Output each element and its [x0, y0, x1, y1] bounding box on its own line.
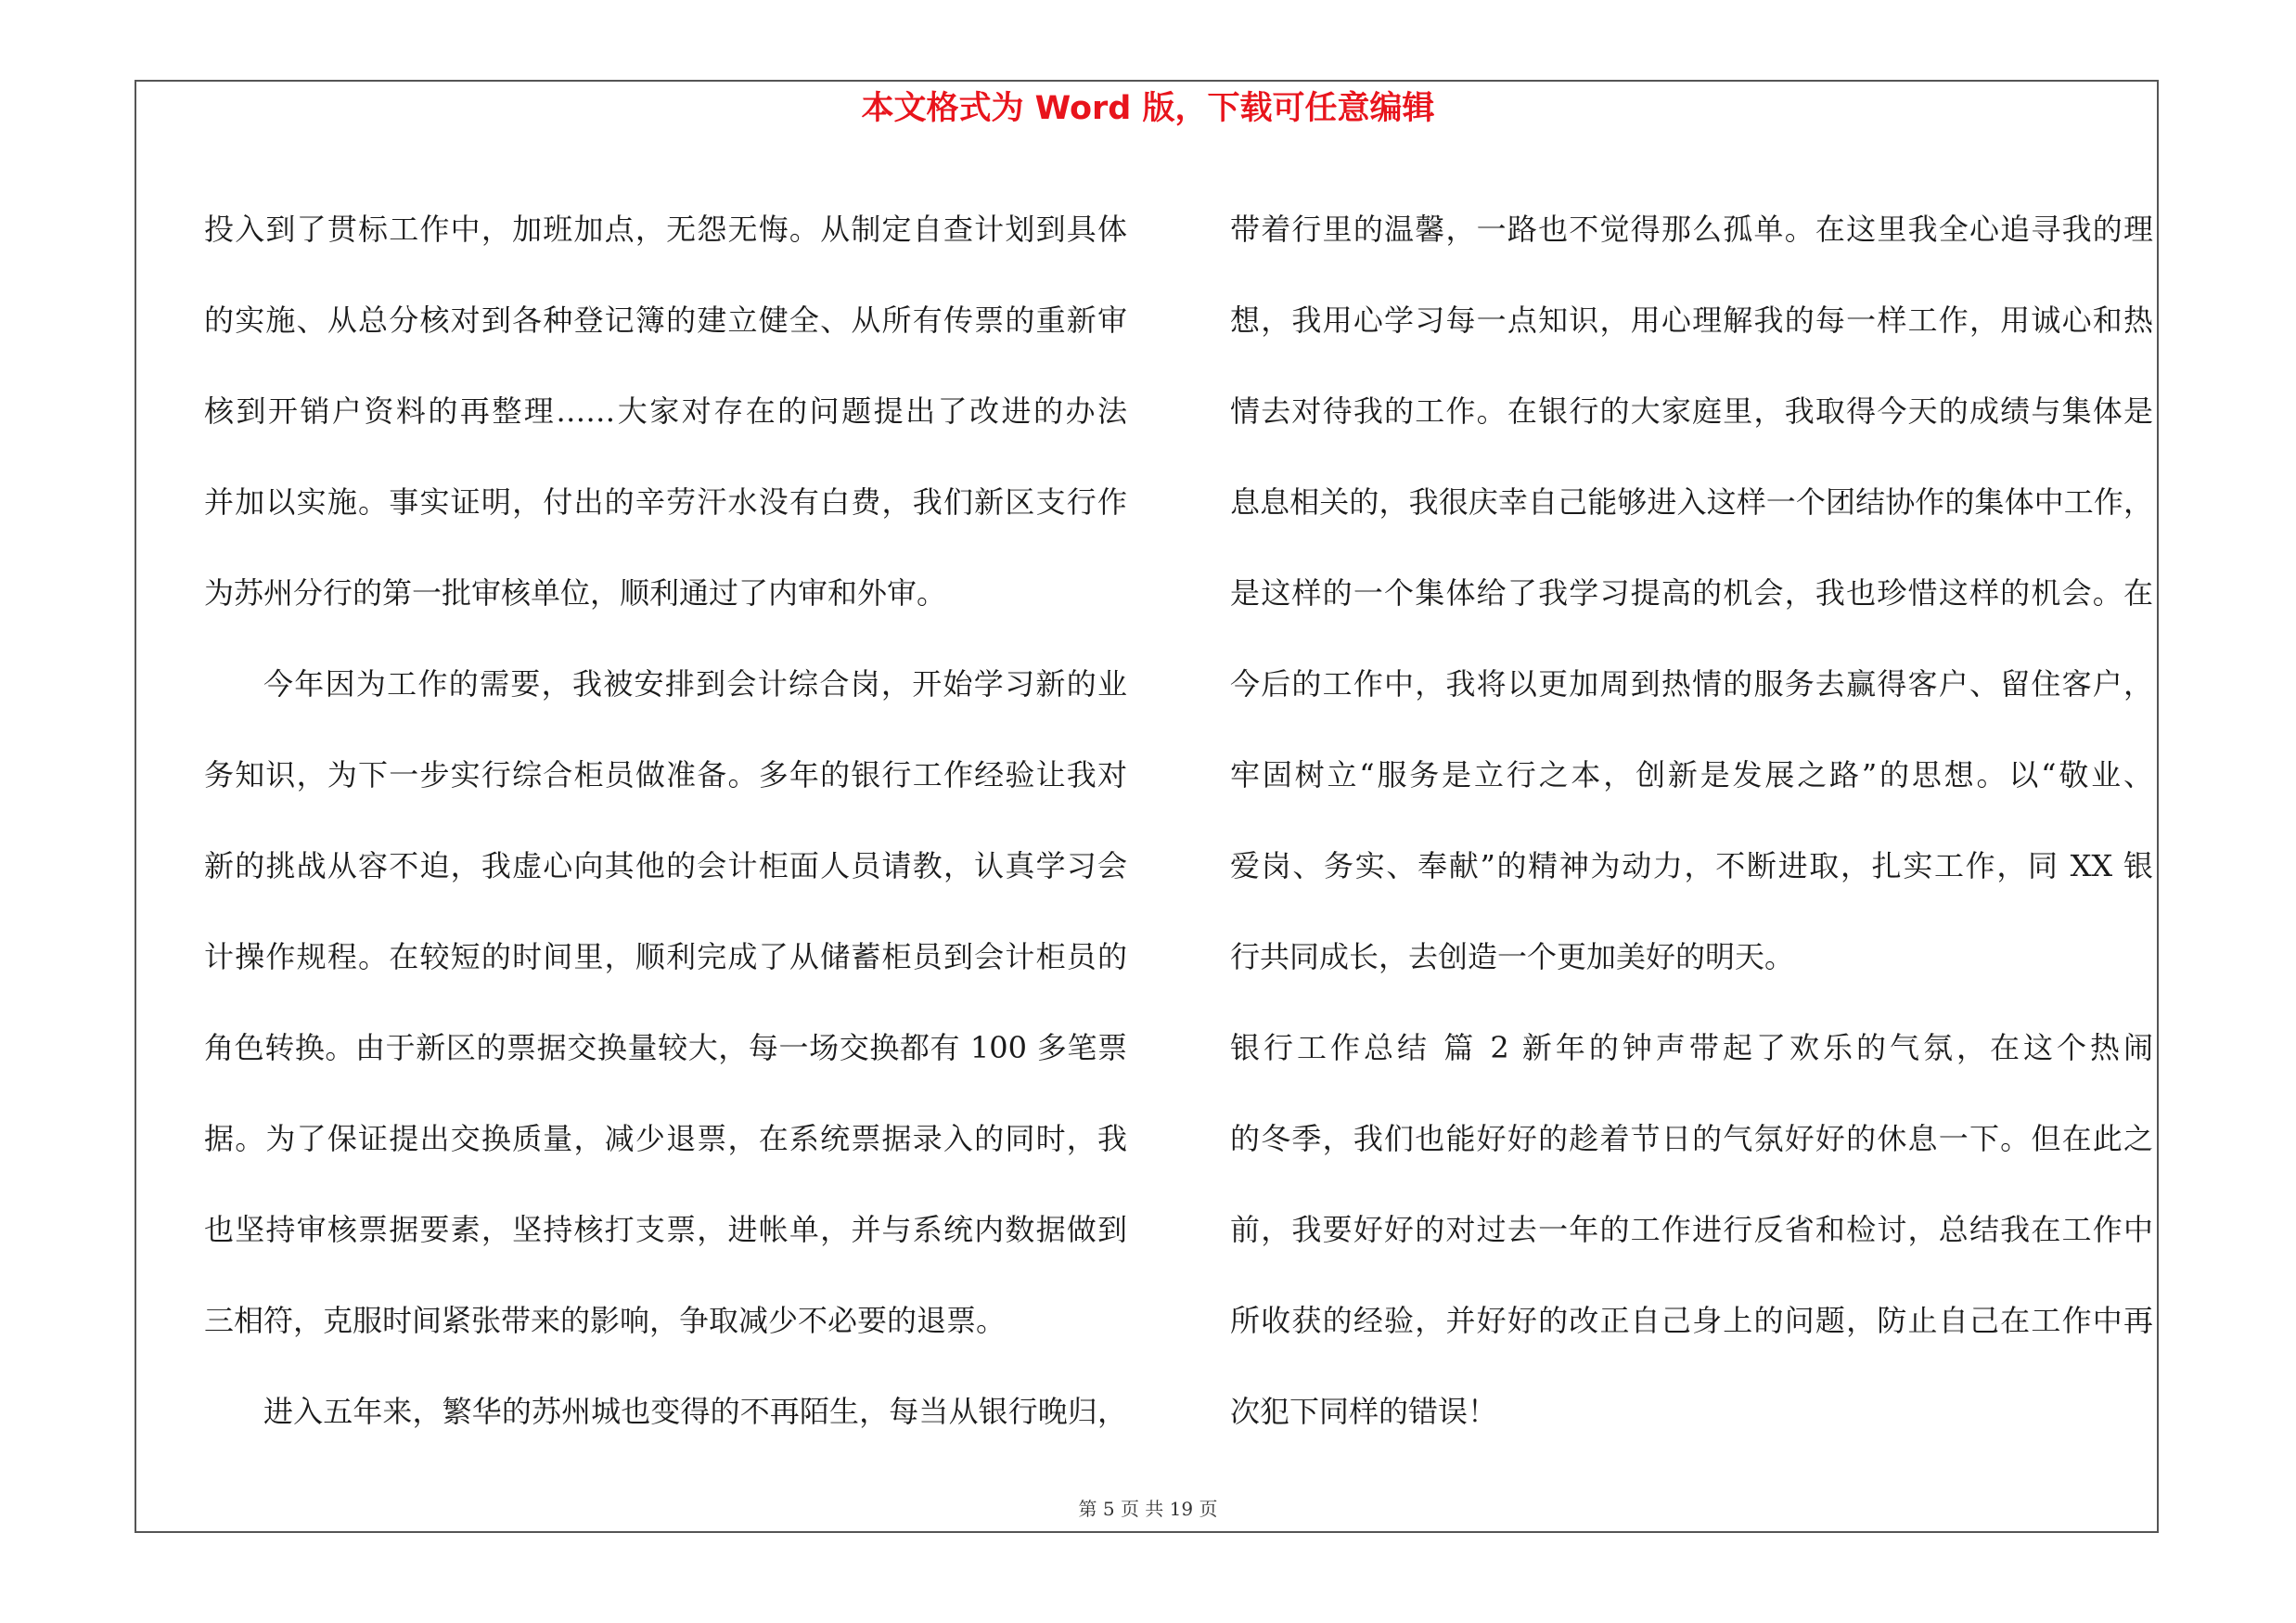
text-line: 投入到了贯标工作中，加班加点，无怨无悔。从制定自查计划到具体: [204, 212, 1127, 247]
text-line: 今后的工作中，我将以更加周到热情的服务去赢得客户、留住客户，: [1230, 666, 2153, 702]
text-line: 务知识，为下一步实行综合柜员做准备。多年的银行工作经验让我对: [204, 757, 1127, 792]
text-line: 想，我用心学习每一点知识，用心理解我的每一样工作，用诚心和热: [1230, 303, 2153, 338]
text-line: 核到开销户资料的再整理……大家对存在的问题提出了改进的办法: [204, 393, 1127, 429]
text-line: 行共同成长，去创造一个更加美好的明天。: [1230, 939, 1795, 974]
text-line: 牢固树立“服务是立行之本，创新是发展之路”的思想。以“敬业、: [1230, 757, 2153, 792]
text-line: 也坚持审核票据要素，坚持核打支票，进帐单，并与系统内数据做到: [204, 1212, 1127, 1247]
right-column: [1230, 184, 2153, 1457]
text-line: 的冬季，我们也能好好的趁着节日的气氛好好的休息一下。但在此之: [1230, 1121, 2153, 1156]
text-line: 据。为了保证提出交换质量，减少退票，在系统票据录入的同时，我: [204, 1121, 1127, 1156]
text-line: 三相符，克服时间紧张带来的影响，争取减少不必要的退票。: [204, 1303, 1007, 1338]
document-header: 本文格式为 Word 版，下载可任意编辑: [861, 90, 1435, 127]
text-line: 带着行里的温馨，一路也不觉得那么孤单。在这里我全心追寻我的理: [1230, 212, 2153, 247]
text-line: 所收获的经验，并好好的改正自己身上的问题，防止自己在工作中再: [1230, 1303, 2153, 1338]
text-line: 是这样的一个集体给了我学习提高的机会，我也珍惜这样的机会。在: [1230, 575, 2153, 611]
text-line: 爱岗、务实、奉献”的精神为动力，不断进取，扎实工作，同 XX 银: [1230, 848, 2153, 883]
text-line: 前，我要好好的对过去一年的工作进行反省和检讨，总结我在工作中: [1230, 1212, 2153, 1247]
page-number: 第 5 页 共 19 页: [1078, 1498, 1218, 1520]
text-line: 新的挑战从容不迫，我虚心向其他的会计柜面人员请教，认真学习会: [204, 848, 1127, 883]
left-column: [204, 184, 1127, 1457]
text-line: 银行工作总结 篇 2 新年的钟声带起了欢乐的气氛，在这个热闹: [1230, 1030, 2153, 1065]
text-line: 进入五年来，繁华的苏州城也变得的不再陌生，每当从银行晚归，: [263, 1394, 1127, 1429]
text-line: 情去对待我的工作。在银行的大家庭里，我取得今天的成绩与集体是: [1230, 393, 2153, 429]
text-line: 计操作规程。在较短的时间里，顺利完成了从储蓄柜员到会计柜员的: [204, 939, 1127, 974]
text-line: 角色转换。由于新区的票据交换量较大，每一场交换都有 100 多笔票: [204, 1030, 1127, 1065]
text-line: 并加以实施。事实证明，付出的辛劳汗水没有白费，我们新区支行作: [204, 484, 1127, 520]
text-line: 今年因为工作的需要，我被安排到会计综合岗，开始学习新的业: [263, 666, 1127, 702]
text-line: 的实施、从总分核对到各种登记簿的建立健全、从所有传票的重新审: [204, 303, 1127, 338]
text-line: 息息相关的，我很庆幸自己能够进入这样一个团结协作的集体中工作，: [1230, 484, 2153, 520]
text-line: 为苏州分行的第一批审核单位，顺利通过了内审和外审。: [204, 575, 947, 611]
text-line: 次犯下同样的错误！: [1230, 1394, 1498, 1429]
